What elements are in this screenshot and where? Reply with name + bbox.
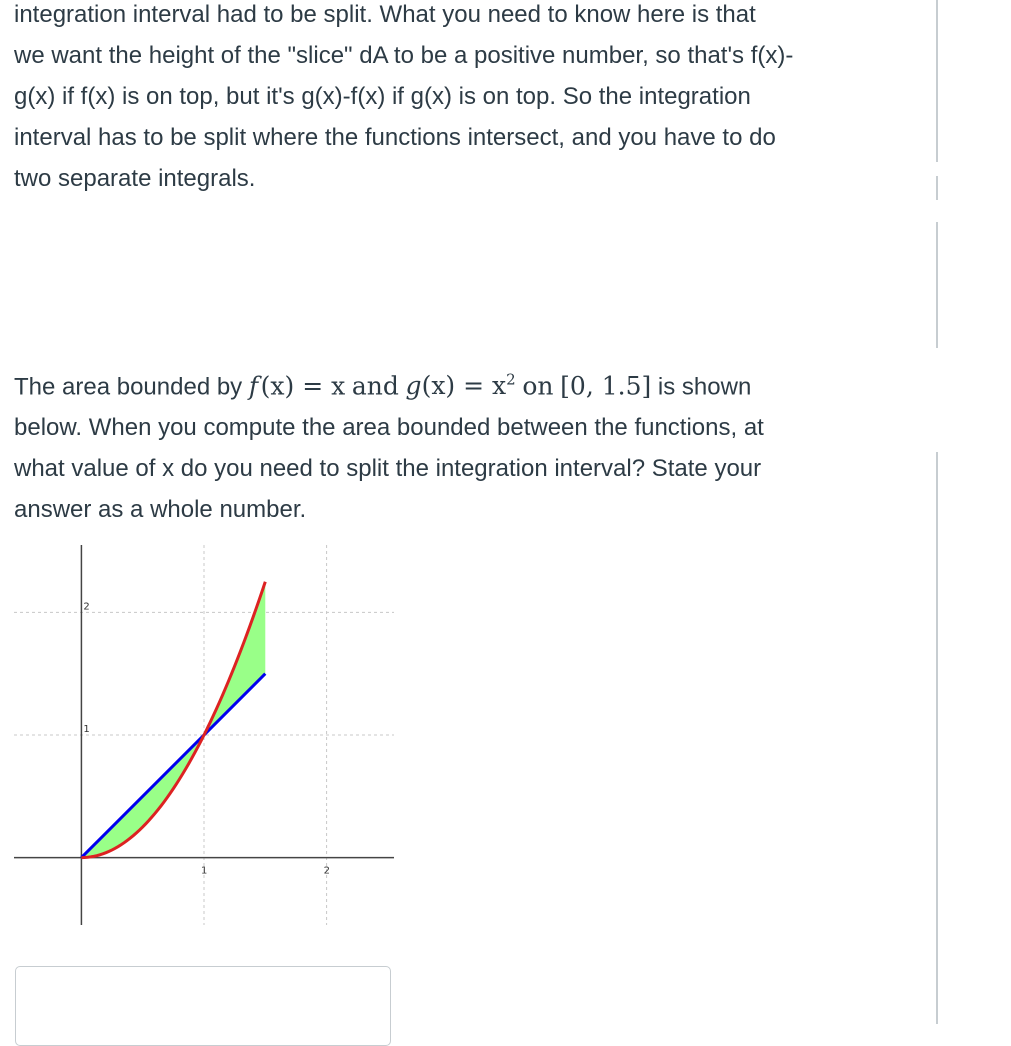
context-line: we want the height of the "slice" dA to be a positive number, so that's f(x)- — [14, 42, 794, 69]
line-f — [81, 674, 265, 858]
g-expression: $g(x) = x^2$ — [405, 371, 516, 401]
on-word: on — [522, 371, 554, 401]
interval-expression: [0, 1.5] — [560, 371, 652, 401]
question-line-2: below. When you compute the area bounded between the functions, at — [14, 414, 764, 442]
function-curves — [81, 582, 265, 858]
question-line-1 — [14, 360, 914, 407]
context-line: g(x) if f(x) is on top, but it's g(x)-f(x) if g(x) is on top. So the integration — [14, 83, 751, 110]
context-line: interval has to be split where the functions intersect, and you have to do — [14, 124, 776, 151]
y-tick-label: 1 — [83, 724, 90, 735]
question-text — [14, 360, 914, 530]
x-tick-label: 2 — [323, 865, 330, 877]
content-right-border — [936, 452, 938, 1024]
question-after-interval: is shown — [657, 373, 752, 401]
question-line-3: what value of x do you need to split the integration interval? State your — [14, 455, 762, 483]
x-tick-label: 1 — [201, 865, 208, 877]
question-intro: The area bounded by — [14, 373, 243, 401]
area-between-curves — [81, 582, 265, 858]
curve-g — [81, 582, 265, 858]
question-line-4: answer as a whole number. — [14, 496, 307, 524]
answer-input[interactable] — [15, 966, 391, 1046]
content-right-border — [936, 176, 938, 200]
and-word: and — [351, 371, 399, 401]
shaded-area — [81, 582, 265, 858]
context-paragraph — [14, 0, 914, 199]
y-tick-label: 2 — [83, 601, 90, 613]
f-expression: f (x) = x — [248, 371, 346, 401]
area-graph — [14, 545, 394, 925]
content-right-border — [936, 222, 938, 348]
content-right-border — [936, 0, 938, 162]
context-line: two separate integrals. — [14, 165, 256, 192]
context-line: integration interval had to be split. What you need to know here is that — [14, 1, 756, 28]
